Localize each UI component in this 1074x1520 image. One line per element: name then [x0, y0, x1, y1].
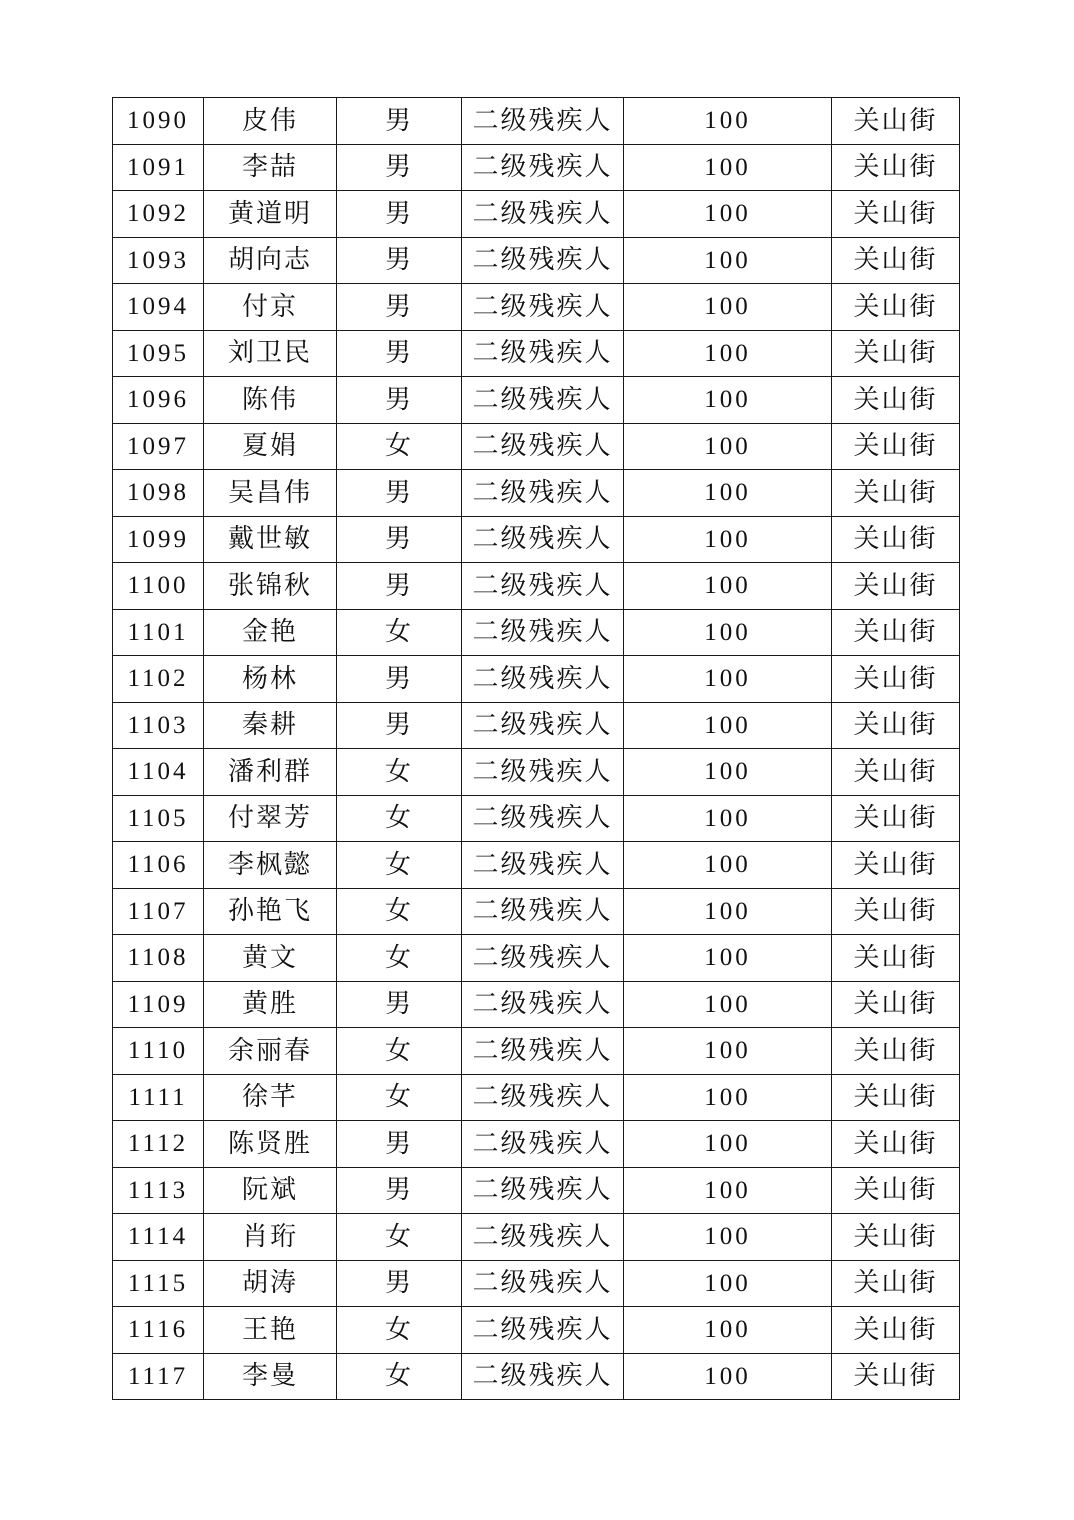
cell-disability-level: 二级残疾人	[462, 98, 624, 145]
cell-gender: 男	[337, 284, 462, 331]
cell-serial-number: 1103	[113, 702, 204, 749]
cell-street: 关山街	[832, 749, 960, 796]
cell-name: 余丽春	[204, 1028, 337, 1075]
cell-street: 关山街	[832, 1307, 960, 1354]
cell-disability-level: 二级残疾人	[462, 144, 624, 191]
cell-serial-number: 1091	[113, 144, 204, 191]
table-row	[113, 1307, 960, 1354]
cell-street: 关山街	[832, 935, 960, 982]
cell-disability-level: 二级残疾人	[462, 330, 624, 377]
cell-street: 关山街	[832, 842, 960, 889]
cell-serial-number: 1107	[113, 888, 204, 935]
cell-serial-number: 1110	[113, 1028, 204, 1075]
cell-street: 关山街	[832, 1167, 960, 1214]
table-row	[113, 749, 960, 796]
table-row	[113, 981, 960, 1028]
cell-street: 关山街	[832, 1353, 960, 1400]
cell-name: 付翠芳	[204, 795, 337, 842]
cell-name: 胡涛	[204, 1260, 337, 1307]
cell-gender: 男	[337, 1121, 462, 1168]
cell-amount: 100	[624, 702, 832, 749]
table-row	[113, 563, 960, 610]
cell-name: 李曼	[204, 1353, 337, 1400]
cell-amount: 100	[624, 1307, 832, 1354]
cell-disability-level: 二级残疾人	[462, 702, 624, 749]
cell-amount: 100	[624, 1074, 832, 1121]
table-row	[113, 377, 960, 424]
table-body	[113, 98, 960, 1400]
cell-amount: 100	[624, 377, 832, 424]
cell-street: 关山街	[832, 702, 960, 749]
cell-street: 关山街	[832, 144, 960, 191]
cell-gender: 女	[337, 1353, 462, 1400]
cell-disability-level: 二级残疾人	[462, 1074, 624, 1121]
cell-name: 阮斌	[204, 1167, 337, 1214]
cell-serial-number: 1092	[113, 191, 204, 238]
cell-amount: 100	[624, 888, 832, 935]
cell-street: 关山街	[832, 1214, 960, 1261]
cell-street: 关山街	[832, 191, 960, 238]
cell-amount: 100	[624, 284, 832, 331]
table-row	[113, 237, 960, 284]
cell-disability-level: 二级残疾人	[462, 191, 624, 238]
cell-amount: 100	[624, 98, 832, 145]
table-row	[113, 1353, 960, 1400]
cell-street: 关山街	[832, 1260, 960, 1307]
cell-serial-number: 1096	[113, 377, 204, 424]
cell-name: 黄道明	[204, 191, 337, 238]
cell-name: 付京	[204, 284, 337, 331]
cell-amount: 100	[624, 935, 832, 982]
cell-street: 关山街	[832, 423, 960, 470]
cell-serial-number: 1106	[113, 842, 204, 889]
cell-name: 吴昌伟	[204, 470, 337, 517]
cell-disability-level: 二级残疾人	[462, 423, 624, 470]
cell-disability-level: 二级残疾人	[462, 1121, 624, 1168]
cell-gender: 女	[337, 749, 462, 796]
cell-disability-level: 二级残疾人	[462, 842, 624, 889]
cell-disability-level: 二级残疾人	[462, 1028, 624, 1075]
cell-amount: 100	[624, 609, 832, 656]
cell-serial-number: 1097	[113, 423, 204, 470]
cell-gender: 男	[337, 98, 462, 145]
cell-name: 黄胜	[204, 981, 337, 1028]
cell-disability-level: 二级残疾人	[462, 377, 624, 424]
cell-name: 胡向志	[204, 237, 337, 284]
cell-disability-level: 二级残疾人	[462, 656, 624, 703]
cell-name: 黄文	[204, 935, 337, 982]
cell-serial-number: 1113	[113, 1167, 204, 1214]
cell-gender: 女	[337, 795, 462, 842]
cell-amount: 100	[624, 795, 832, 842]
cell-name: 秦耕	[204, 702, 337, 749]
cell-amount: 100	[624, 330, 832, 377]
beneficiary-table	[112, 97, 960, 1400]
cell-disability-level: 二级残疾人	[462, 749, 624, 796]
cell-street: 关山街	[832, 516, 960, 563]
table-row	[113, 144, 960, 191]
cell-street: 关山街	[832, 795, 960, 842]
cell-disability-level: 二级残疾人	[462, 935, 624, 982]
cell-disability-level: 二级残疾人	[462, 1214, 624, 1261]
cell-name: 金艳	[204, 609, 337, 656]
cell-serial-number: 1102	[113, 656, 204, 703]
cell-serial-number: 1115	[113, 1260, 204, 1307]
cell-disability-level: 二级残疾人	[462, 1353, 624, 1400]
cell-street: 关山街	[832, 284, 960, 331]
cell-gender: 男	[337, 656, 462, 703]
table-row	[113, 470, 960, 517]
cell-serial-number: 1108	[113, 935, 204, 982]
cell-disability-level: 二级残疾人	[462, 795, 624, 842]
cell-serial-number: 1109	[113, 981, 204, 1028]
table-row	[113, 98, 960, 145]
cell-name: 陈伟	[204, 377, 337, 424]
cell-serial-number: 1101	[113, 609, 204, 656]
table-row	[113, 935, 960, 982]
cell-serial-number: 1099	[113, 516, 204, 563]
table-row	[113, 423, 960, 470]
cell-serial-number: 1116	[113, 1307, 204, 1354]
cell-disability-level: 二级残疾人	[462, 981, 624, 1028]
cell-disability-level: 二级残疾人	[462, 237, 624, 284]
cell-gender: 女	[337, 935, 462, 982]
cell-serial-number: 1095	[113, 330, 204, 377]
cell-amount: 100	[624, 237, 832, 284]
cell-serial-number: 1114	[113, 1214, 204, 1261]
cell-disability-level: 二级残疾人	[462, 1307, 624, 1354]
cell-gender: 男	[337, 237, 462, 284]
table-row	[113, 888, 960, 935]
cell-name: 王艳	[204, 1307, 337, 1354]
cell-amount: 100	[624, 191, 832, 238]
cell-name: 李枫懿	[204, 842, 337, 889]
table-row	[113, 1121, 960, 1168]
cell-serial-number: 1090	[113, 98, 204, 145]
cell-street: 关山街	[832, 470, 960, 517]
cell-gender: 女	[337, 1307, 462, 1354]
cell-name: 张锦秋	[204, 563, 337, 610]
cell-street: 关山街	[832, 609, 960, 656]
cell-gender: 男	[337, 144, 462, 191]
cell-serial-number: 1093	[113, 237, 204, 284]
cell-gender: 男	[337, 1167, 462, 1214]
cell-disability-level: 二级残疾人	[462, 888, 624, 935]
cell-gender: 女	[337, 1028, 462, 1075]
table-row	[113, 330, 960, 377]
cell-street: 关山街	[832, 98, 960, 145]
cell-gender: 女	[337, 842, 462, 889]
cell-amount: 100	[624, 516, 832, 563]
table-row	[113, 284, 960, 331]
cell-amount: 100	[624, 1167, 832, 1214]
cell-serial-number: 1104	[113, 749, 204, 796]
table-row	[113, 191, 960, 238]
cell-amount: 100	[624, 423, 832, 470]
table-row	[113, 1028, 960, 1075]
cell-name: 戴世敏	[204, 516, 337, 563]
cell-name: 夏娟	[204, 423, 337, 470]
cell-street: 关山街	[832, 981, 960, 1028]
cell-serial-number: 1111	[113, 1074, 204, 1121]
cell-name: 刘卫民	[204, 330, 337, 377]
cell-amount: 100	[624, 1028, 832, 1075]
table-row	[113, 1214, 960, 1261]
cell-gender: 男	[337, 1260, 462, 1307]
cell-name: 潘利群	[204, 749, 337, 796]
table-row	[113, 1074, 960, 1121]
table-row	[113, 795, 960, 842]
cell-amount: 100	[624, 144, 832, 191]
table-row	[113, 609, 960, 656]
cell-gender: 女	[337, 1214, 462, 1261]
cell-serial-number: 1094	[113, 284, 204, 331]
cell-disability-level: 二级残疾人	[462, 470, 624, 517]
cell-gender: 男	[337, 516, 462, 563]
table-row	[113, 516, 960, 563]
cell-street: 关山街	[832, 888, 960, 935]
cell-street: 关山街	[832, 563, 960, 610]
cell-gender: 男	[337, 702, 462, 749]
cell-gender: 男	[337, 563, 462, 610]
cell-disability-level: 二级残疾人	[462, 284, 624, 331]
table-row	[113, 1260, 960, 1307]
cell-amount: 100	[624, 1353, 832, 1400]
cell-gender: 女	[337, 1074, 462, 1121]
cell-amount: 100	[624, 749, 832, 796]
cell-name: 孙艳飞	[204, 888, 337, 935]
cell-gender: 女	[337, 609, 462, 656]
cell-amount: 100	[624, 656, 832, 703]
cell-gender: 男	[337, 377, 462, 424]
cell-serial-number: 1105	[113, 795, 204, 842]
cell-name: 杨林	[204, 656, 337, 703]
cell-disability-level: 二级残疾人	[462, 563, 624, 610]
cell-amount: 100	[624, 1260, 832, 1307]
table-row	[113, 842, 960, 889]
cell-street: 关山街	[832, 1121, 960, 1168]
cell-name: 皮伟	[204, 98, 337, 145]
cell-street: 关山街	[832, 1074, 960, 1121]
cell-serial-number: 1112	[113, 1121, 204, 1168]
cell-gender: 女	[337, 423, 462, 470]
cell-disability-level: 二级残疾人	[462, 1167, 624, 1214]
cell-amount: 100	[624, 981, 832, 1028]
cell-amount: 100	[624, 470, 832, 517]
cell-disability-level: 二级残疾人	[462, 609, 624, 656]
cell-serial-number: 1098	[113, 470, 204, 517]
cell-serial-number: 1100	[113, 563, 204, 610]
cell-street: 关山街	[832, 330, 960, 377]
cell-gender: 男	[337, 330, 462, 377]
cell-disability-level: 二级残疾人	[462, 1260, 624, 1307]
cell-name: 陈贤胜	[204, 1121, 337, 1168]
cell-disability-level: 二级残疾人	[462, 516, 624, 563]
cell-amount: 100	[624, 842, 832, 889]
cell-name: 李喆	[204, 144, 337, 191]
cell-name: 徐芊	[204, 1074, 337, 1121]
table-row	[113, 1167, 960, 1214]
cell-street: 关山街	[832, 237, 960, 284]
cell-street: 关山街	[832, 1028, 960, 1075]
cell-street: 关山街	[832, 377, 960, 424]
cell-gender: 女	[337, 888, 462, 935]
cell-gender: 男	[337, 470, 462, 517]
table-row	[113, 656, 960, 703]
cell-amount: 100	[624, 1121, 832, 1168]
cell-gender: 男	[337, 191, 462, 238]
cell-street: 关山街	[832, 656, 960, 703]
cell-amount: 100	[624, 1214, 832, 1261]
cell-amount: 100	[624, 563, 832, 610]
cell-name: 肖珩	[204, 1214, 337, 1261]
cell-gender: 男	[337, 981, 462, 1028]
cell-serial-number: 1117	[113, 1353, 204, 1400]
table-row	[113, 702, 960, 749]
